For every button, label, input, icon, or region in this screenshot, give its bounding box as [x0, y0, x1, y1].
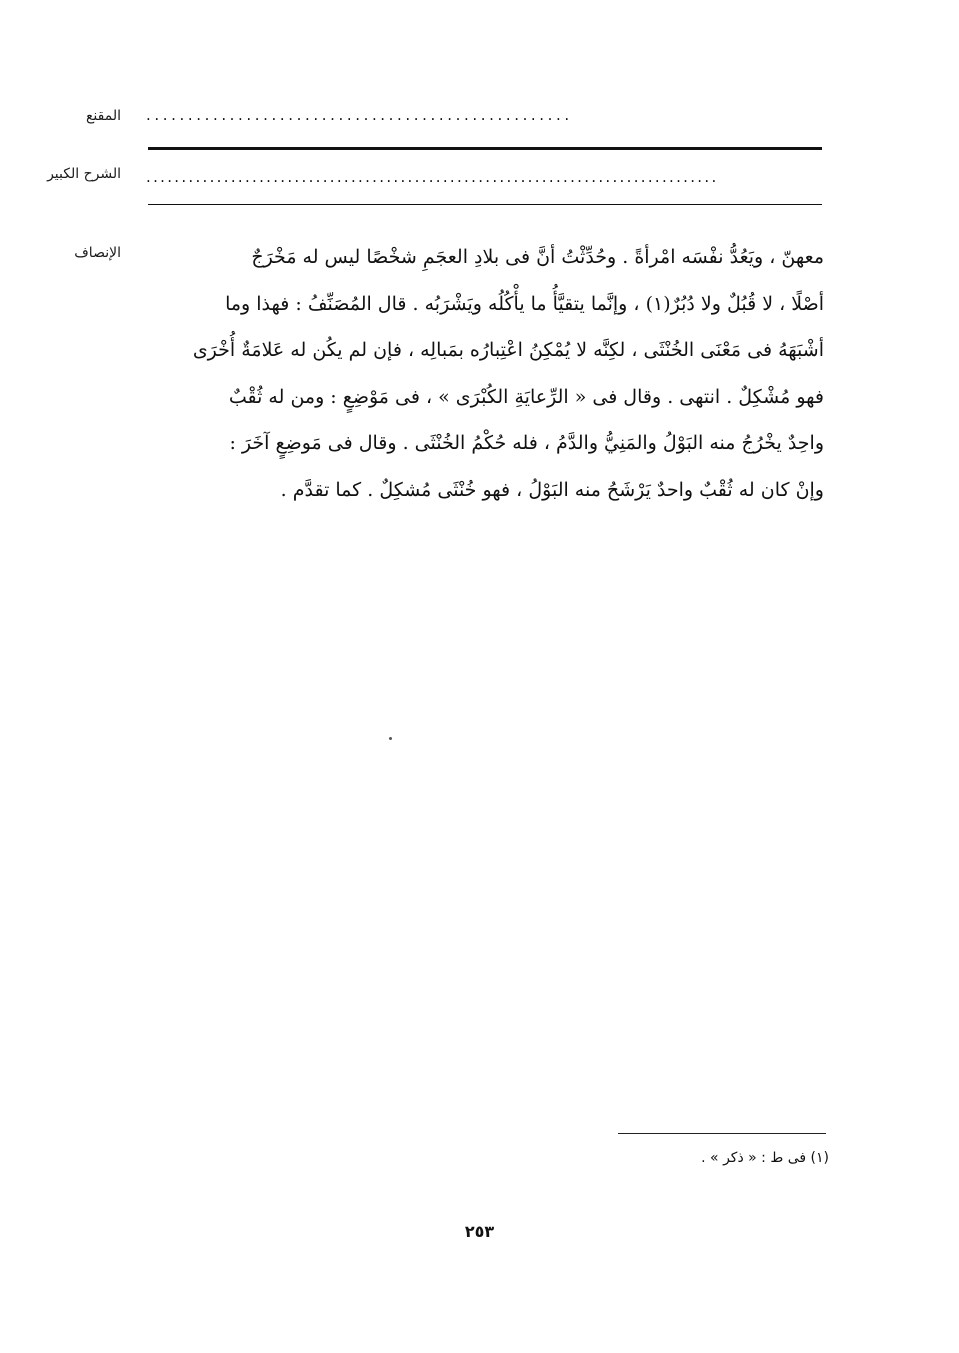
insaf-line: واحِدٌ يخْرُجُ منه البَوْلُ والمَنِيُّ والدَّمُ ، فله حُكْمُ الخُنْثَى . وقال فى مَوضِعٍ آخَرَ : — [229, 432, 824, 454]
section-label-insaf: الإنصاف — [74, 245, 121, 261]
footnote: (١) فى ط : « ذكر » . — [701, 1150, 829, 1166]
scan-speck — [389, 737, 392, 740]
insaf-line: وإنْ كان له ثُقْبٌ واحدٌ يَرْشَحُ منه البَوْلُ ، فهو خُنْثَى مُشكِلٌ . كما تقدَّم . — [280, 478, 824, 501]
insaf-line: معهنّ ، ويَعُدُّ نفْسَه امْرأةً . وحُدِّثْتُ أنَّ فى بلادِ العجَمِ شخْصًا ليس له مَخْرَجٌ — [251, 246, 824, 268]
section-label-sharh: الشرح الكبير — [47, 166, 121, 182]
footnote-rule — [618, 1133, 826, 1134]
insaf-line: أصْلًا ، لا قُبُلٌ ولا دُبُرٌ(١) ، وإنَّما يتقيَّأُ ما يأْكُلُه ويَشْرَبُه . قال المُصَنِّفُ : فهذا وما — [225, 292, 824, 315]
insaf-body-text — [148, 234, 824, 513]
section-label-muqni: المقنع — [85, 108, 121, 124]
page-number: ٢٥٣ — [464, 1222, 495, 1241]
section-divider-thin — [148, 204, 822, 205]
muqni-placeholder-dots: ................................................... — [146, 106, 573, 124]
insaf-line: أشْبَهَهُ فى مَعْنَى الخُنْثَى ، لكِنَّه لا يُمْكِنُ اعْتِبارُه بمَبالِه ، فإن لم يكُن له عَلامَةٌ أُخْرَى — [192, 339, 824, 361]
insaf-line: فهو مُشْكِلٌ . انتهى . وقال فى « الرِّعايَةِ الكُبْرَى » ، فى مَوْضِعٍ : ومن له ثُقْبٌ — [228, 385, 824, 408]
sharh-placeholder-dots: ................................................................................. — [146, 168, 719, 186]
section-divider-thick — [148, 147, 822, 150]
